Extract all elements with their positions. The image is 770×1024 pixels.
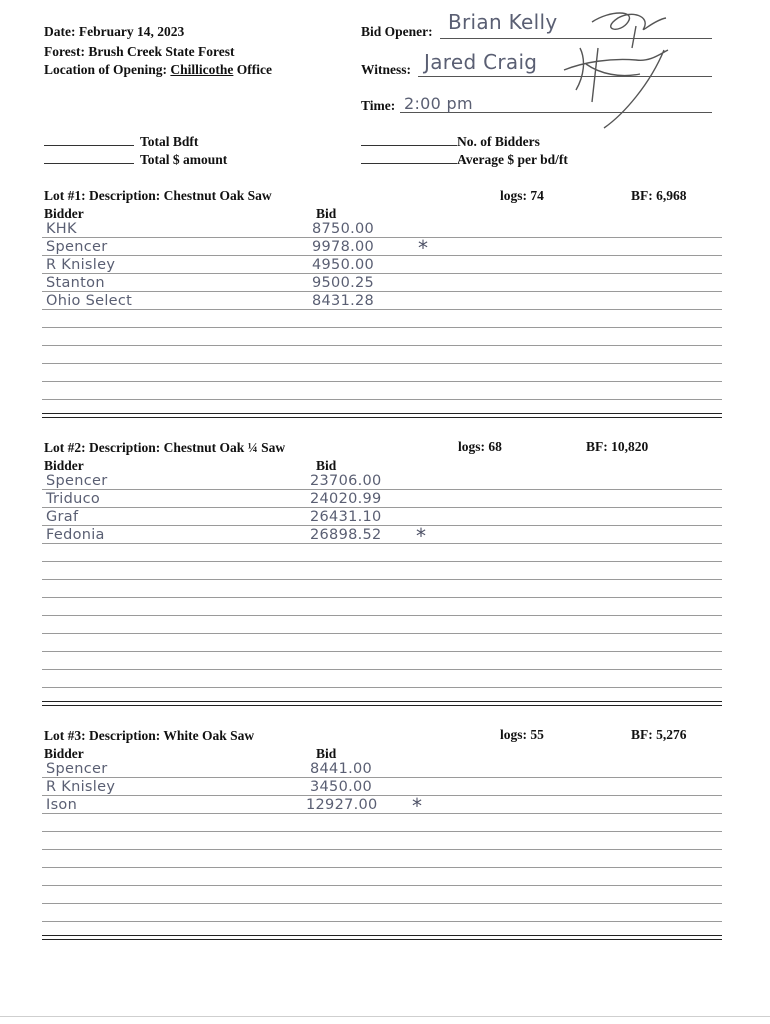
lot-2-bidder-1: Spencer — [46, 473, 108, 489]
lot-1-bid-5: 8431.28 — [312, 293, 375, 309]
location-line — [44, 62, 272, 78]
lot-1-bf: BF: 6,968 — [631, 188, 687, 203]
lot-3-bidder-header: Bidder — [44, 746, 84, 761]
total-amount-label: Total $ amount — [140, 152, 228, 167]
total-amount-line — [44, 152, 227, 168]
lot-1-logs: logs: 74 — [500, 188, 544, 203]
lot-2-title: Lot #2: Description: Chestnut Oak ¼ Saw — [44, 440, 286, 455]
lot-1-bidder-2: Spencer — [46, 239, 108, 255]
lot-3-bid-2: 3450.00 — [310, 779, 373, 795]
avg-label: Average $ per bd/ft — [457, 152, 568, 167]
date-line — [44, 24, 184, 40]
lot-1-bid-3: 4950.00 — [312, 257, 375, 273]
lot-1-bidder-1: KHK — [46, 221, 77, 237]
lot-2-bidder-3: Graf — [46, 509, 79, 525]
lot-3-title: Lot #3: Description: White Oak Saw — [44, 728, 255, 743]
witness-label: Witness: — [361, 62, 412, 77]
lot-2-bid-header: Bid — [316, 458, 337, 473]
lot-2-logs: logs: 68 — [458, 439, 502, 454]
lot-2-bid-2: 24020.99 — [310, 491, 382, 507]
total-bdft-label: Total Bdft — [140, 134, 199, 149]
lot-1-bid-4: 9500.25 — [312, 275, 375, 291]
date-label: Date: — [44, 24, 76, 39]
avg-line — [361, 152, 568, 168]
lot-3-bid-3: 12927.00 — [306, 797, 378, 813]
total-bdft-line — [44, 134, 198, 150]
lot-1-bid-2: 9978.00 — [312, 239, 375, 255]
lot-3-bidder-2: R Knisley — [46, 779, 116, 795]
lot-1-bidder-5: Ohio Select — [46, 293, 133, 309]
lot-3-bf: BF: 5,276 — [631, 727, 687, 742]
location-place: Chillicothe — [170, 62, 234, 77]
forest-line — [44, 44, 234, 60]
lot-3-winner-mark: * — [412, 794, 422, 818]
bidders-count-line — [361, 134, 540, 150]
signature-scribble — [540, 4, 690, 134]
lot-3-bidder-3: Ison — [46, 797, 78, 813]
lot-1-winner-mark: * — [418, 236, 428, 260]
forest-label: Forest: — [44, 44, 85, 59]
lot-1-title: Lot #1: Description: Chestnut Oak Saw — [44, 188, 272, 203]
lot-3-bidder-1: Spencer — [46, 761, 108, 777]
date-value: February 14, 2023 — [78, 24, 185, 39]
lot-1-bidder-header: Bidder — [44, 206, 84, 221]
lot-1-bidder-3: R Knisley — [46, 257, 116, 273]
time-label: Time: — [361, 98, 396, 113]
forest-value: Brush Creek State Forest — [88, 44, 235, 59]
lot-2-bidder-2: Triduco — [46, 491, 101, 507]
time-value: 2:00 pm — [404, 94, 473, 113]
lot-2-bid-3: 26431.10 — [310, 509, 382, 525]
lot-2-bidder-4: Fedonia — [46, 527, 105, 543]
bid-opener-label: Bid Opener: — [361, 24, 433, 39]
bid-opener-value: Brian Kelly — [448, 10, 558, 34]
lot-2-bid-4: 26898.52 — [310, 527, 382, 543]
lot-2-bf: BF: 10,820 — [586, 439, 649, 454]
location-suffix: Office — [236, 62, 272, 77]
lot-1-bidder-4: Stanton — [46, 275, 105, 291]
lot-2-winner-mark: * — [416, 524, 426, 548]
lot-3-bid-header: Bid — [316, 746, 337, 761]
lot-2-bidder-header: Bidder — [44, 458, 84, 473]
location-label: Location of Opening: — [44, 62, 168, 77]
lot-1-bid-1: 8750.00 — [312, 221, 375, 237]
lot-2-bid-1: 23706.00 — [310, 473, 382, 489]
lot-3-bid-1: 8441.00 — [310, 761, 373, 777]
lot-1-bid-header: Bid — [316, 206, 337, 221]
bidders-count-label: No. of Bidders — [457, 134, 540, 149]
lot-3-logs: logs: 55 — [500, 727, 544, 742]
witness-value: Jared Craig — [424, 50, 538, 74]
